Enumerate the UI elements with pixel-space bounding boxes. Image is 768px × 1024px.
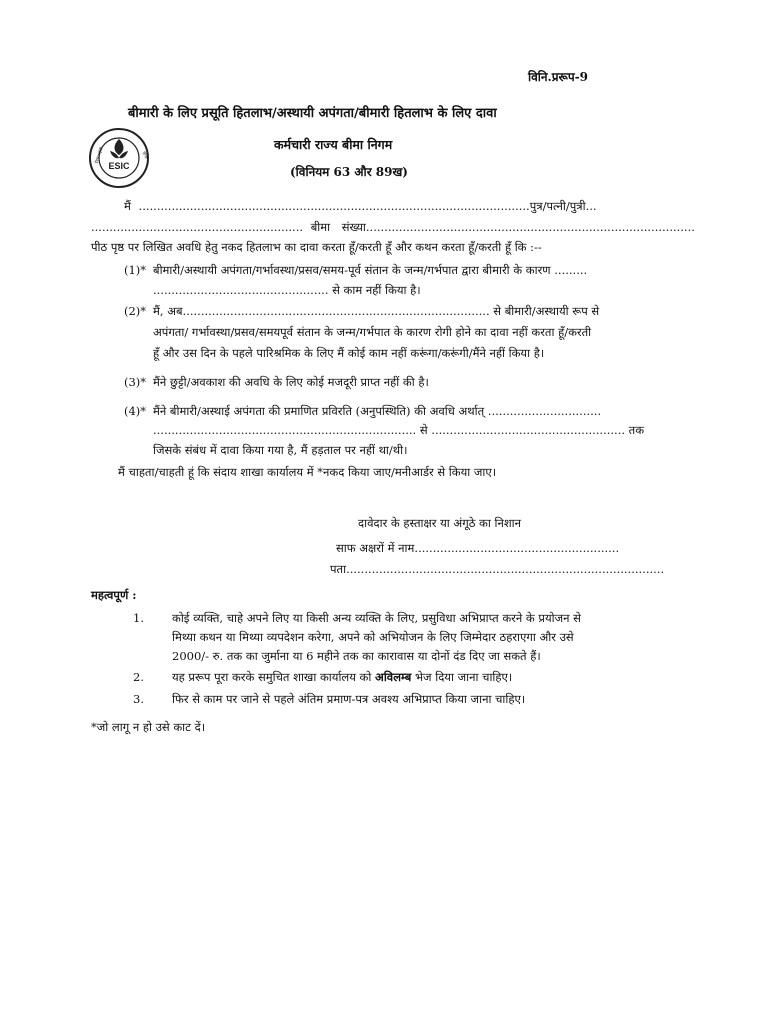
item-text-line: ........................................................................ से ..................................................... तक	[153, 423, 645, 437]
item-text-line: मैंने छुट्टी/अवकाश की अवधि के लिए कोई मजदूरी प्राप्त नहीं की है।	[153, 375, 429, 389]
signature-label: दावेदार के हस्ताक्षर या अंगूठे का निशान	[358, 516, 522, 530]
item-text-line: बीमारी/अस्थायी अपंगता/गर्भावस्था/प्रसव/समय-पूर्व संतान के जन्म/गर्भपात द्वारा बीमारी के कारण .........	[153, 263, 588, 277]
item-text-line: जिसके संबंध में दावा किया गया है, मैं हड़ताल पर नहीं था/थी।	[153, 443, 408, 457]
intro-dots-a: ..........................................................	[91, 220, 304, 234]
item-text-line: मैं, अब.................................................................................... से बीमारी/अस्थायी रूप से	[153, 304, 600, 318]
insurance-label: बीमा	[310, 220, 331, 234]
footnote: *जो लागू न हो उसे काट दें।	[91, 720, 206, 734]
intro-line-1	[124, 199, 597, 214]
item-number: (1)*	[124, 263, 147, 277]
insurance-number-label: संख्या	[341, 220, 366, 234]
item-number: (4)*	[124, 404, 147, 418]
note-line: कोई व्यक्ति, चाहे अपने लिए या किसी अन्य व्यक्ति के लिए, प्रसुविधा अभिप्राप्त करने के प्रयोजन से	[172, 611, 581, 625]
logo-text: ESIC	[108, 161, 130, 171]
intro-prefix: मैं	[124, 199, 131, 213]
note-text: भेज दिया जाना चाहिए।	[411, 670, 513, 684]
intro-dots-b: ..........................................................................................	[365, 220, 695, 234]
form-code: विनि.प्ररूप-9	[528, 70, 589, 84]
item-text-line: हूँ और उस दिन के पहले पारिश्रमिक के लिए मैं कोई काम नहीं करूंगा/करूंगी/मैंने नहीं किया है।	[153, 346, 545, 360]
regulation-reference: (विनियम 63 और 89ख)	[290, 165, 408, 179]
note-line: मिथ्या कथन या मिथ्या व्यपदेशन करेगा, अपने को अभियोजन के लिए जिम्मेदार ठहराएगा और उसे	[172, 630, 574, 644]
logo-caption-left: ईएसआईसी	[93, 146, 104, 164]
note-text: यह प्ररूप पूरा करके समुचित शाखा कार्यालय को	[172, 670, 376, 684]
address-field: पता.......................................................................................	[330, 562, 665, 576]
form-title: बीमारी के लिए प्रसूति हितलाभ/अस्थायी अपंगता/बीमारी हितलाभ के लिए दावा	[128, 106, 497, 121]
note-number: 3.	[133, 692, 144, 706]
item-number: (3)*	[124, 375, 147, 389]
item-number: (2)*	[124, 304, 147, 318]
note-line: 2000/- रु. तक का जुर्माना या 6 महीने तक का कारावास या दोनों दंड दिए जा सकते हैं।	[172, 649, 541, 663]
logo-caption-right: सुरक्षा	[142, 150, 150, 160]
name-field: साफ अक्षरों में नाम........................................................	[336, 541, 620, 555]
intro-line-2	[91, 220, 695, 235]
intro-line-3: पीठ पृष्ठ पर लिखित अवधि हेतु नकद हितलाभ का दावा करता हूँ/करती हूँ और कथन करता हूँ/करती हूँ कि :--	[91, 240, 542, 254]
item-text-line: अपंगता/ गर्भावस्था/प्रसव/समयपूर्व संतान के जन्म/गर्भपात के कारण रोगी होने का दावा नहीं करता हूँ/करती	[153, 325, 592, 339]
payment-preference: मैं चाहता/चाहती हूं कि संदाय शाखा कार्यालय में *नकद किया जाए/मनीआर्डर से किया जाए।	[118, 465, 497, 479]
note-number: 1.	[133, 611, 144, 625]
important-heading: महत्वपूर्ण :	[91, 588, 137, 602]
note-line	[172, 670, 512, 685]
note-number: 2.	[133, 670, 144, 684]
item-text-line: मैंने बीमारी/अस्थाई अपंगता की प्रमाणित प्रविरति (अनुपस्थिति) की अवधि अर्थात् ...............................	[153, 404, 602, 418]
esic-logo	[88, 127, 150, 189]
intro-suffix: पुत्र/पत्नी/पुत्री...	[529, 199, 597, 213]
intro-dots: ...........................................................................................................	[138, 199, 530, 213]
note-emphasis: अविलम्ब	[375, 670, 412, 684]
item-text-line: ................................................ से काम नहीं किया है।	[153, 283, 421, 297]
organization-name: कर्मचारी राज्य बीमा निगम	[274, 137, 393, 152]
note-line: फिर से काम पर जाने से पहले अंतिम प्रमाण-पत्र अवश्य अभिप्राप्त किया जाना चाहिए।	[172, 692, 526, 706]
